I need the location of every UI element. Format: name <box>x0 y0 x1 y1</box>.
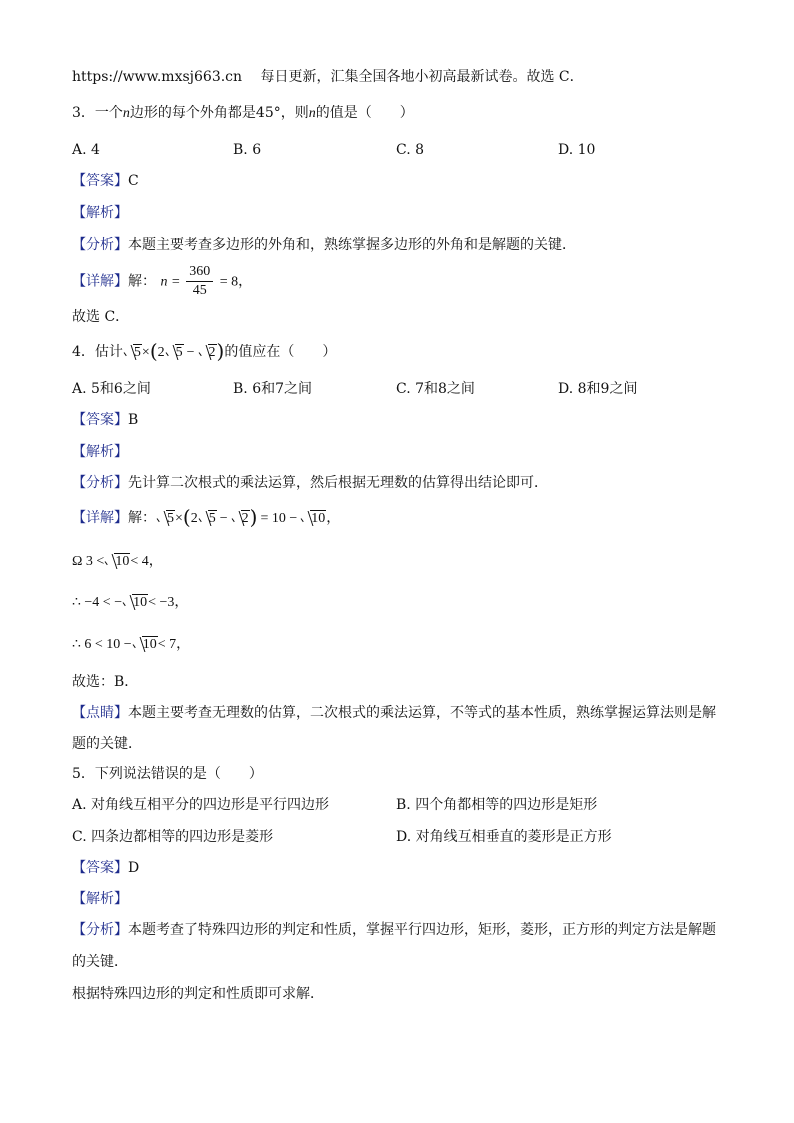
q4-answer: 【答案】B <box>72 412 139 428</box>
q3-answer: 【答案】C <box>72 173 139 189</box>
q4-jiexi-heading: 【解析】 <box>72 444 128 460</box>
fraction-360-45: $\frac{360}{45}$ <box>186 263 213 300</box>
q5-answer: 【答案】D <box>72 860 140 876</box>
q4-step-3: ∴ 6 < 10 − 10< 7， <box>72 637 191 652</box>
q5-option-a: A. 对角线互相平分的四边形是平行四边形 <box>72 797 330 813</box>
header-text: 每日更新，汇集全国各地小初高最新试卷。故选 C． <box>260 69 584 85</box>
q4-option-d: D. 8和9之间 <box>558 381 638 397</box>
q4-step-2: ∴ −4 < − 10< −3， <box>72 595 189 610</box>
q4-option-c: C. 7和8之间 <box>396 381 475 397</box>
q3-jiexi-heading: 【解析】 <box>72 205 128 221</box>
q3-detail: 【详解】解： n = $\frac{360}{45}$ = 8， <box>72 264 253 298</box>
q5-option-c: C. 四条边都相等的四边形是菱形 <box>72 829 274 845</box>
q3-analysis: 【分析】本题主要考查多边形的外角和，熟练掌握多边形的外角和是解题的关键． <box>72 237 576 253</box>
q4-step-1: Ω 3 < 10< 4， <box>72 554 163 569</box>
q3-conclusion: 故选 C． <box>72 309 130 325</box>
q4-remark: 【点睛】本题主要考查无理数的估算，二次根式的乘法运算，不等式的基本性质，熟练掌握运算法则是解 <box>72 705 716 721</box>
q5-jiexi-heading: 【解析】 <box>72 891 128 907</box>
question-3-stem: 3．一个n边形的每个外角都是45°，则n的值是（ ） <box>72 105 414 121</box>
q3-option-a: A. 4 <box>72 142 100 158</box>
q5-solution: 根据特殊四边形的判定和性质即可求解． <box>72 986 324 1002</box>
question-4-stem: 4．估计 5×(2 5 − 2)的值应在（ ） <box>72 339 337 363</box>
q3-option-c: C. 8 <box>396 142 425 158</box>
q4-remark-cont: 题的关键． <box>72 736 142 752</box>
q3-option-d: D. 10 <box>558 142 596 158</box>
q5-analysis-cont: 的关键． <box>72 954 128 970</box>
header-line <box>72 68 584 86</box>
q5-option-b: B. 四个角都相等的四边形是矩形 <box>396 797 598 813</box>
q5-analysis: 【分析】本题考查了特殊四边形的判定和性质，掌握平行四边形，矩形，菱形，正方形的判定方法是解题 <box>72 922 716 938</box>
q5-option-d: D. 对角线互相垂直的菱形是正方形 <box>396 829 612 845</box>
q4-conclusion: 故选：B． <box>72 674 139 690</box>
q4-analysis: 【分析】先计算二次根式的乘法运算，然后根据无理数的估算得出结论即可． <box>72 475 548 491</box>
q4-detail: 【详解】解： 5×(2 5 − 2) = 10 − 10， <box>72 505 341 529</box>
q3-option-b: B. 6 <box>233 142 262 158</box>
q4-option-a: A. 5和6之间 <box>72 381 151 397</box>
source-url[interactable]: https://www.mxsj663.cn <box>72 69 243 85</box>
question-5-stem: 5．下列说法错误的是（ ） <box>72 766 263 782</box>
q4-option-b: B. 6和7之间 <box>233 381 313 397</box>
